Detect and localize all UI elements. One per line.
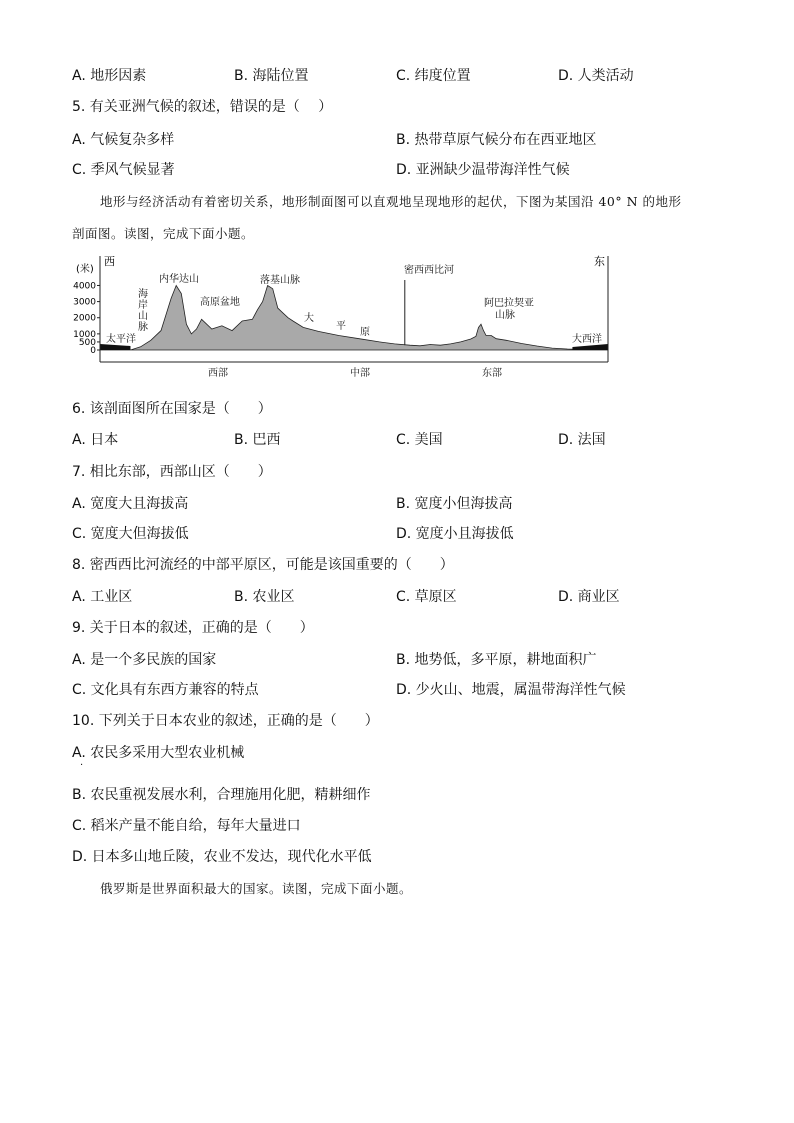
region-east-label: 东部 <box>482 368 502 379</box>
passage2: 俄罗斯是世界面积最大的国家。读图，完成下面小题。 <box>100 881 413 896</box>
terrain-area <box>100 286 608 351</box>
q7-option-a[interactable]: A. 宽度大且海拔高 <box>72 496 189 512</box>
q9-option-c[interactable]: C. 文化具有东西方兼容的特点 <box>72 682 259 698</box>
stray-dot: · <box>80 760 84 771</box>
q6-stem: 6. 该剖面图所在国家是（ ） <box>72 401 272 417</box>
q4-option-d[interactable]: D. 人类活动 <box>558 68 634 84</box>
plains-label-2: 平 <box>336 321 346 332</box>
appalachian-label-1: 阿巴拉契亚 <box>484 298 534 309</box>
nevada-label: 内华达山 <box>159 274 199 285</box>
coast-range-label-2: 岸 <box>138 300 148 311</box>
terrain-profile-chart <box>72 252 612 380</box>
q7-stem: 7. 相比东部，西部山区（ ） <box>72 464 272 480</box>
q5-stem: 5. 有关亚洲气候的叙述，错误的是（ ） <box>72 99 333 115</box>
atlantic-label: 大西洋 <box>572 334 602 345</box>
q7-option-b[interactable]: B. 宽度小但海拔高 <box>396 496 513 512</box>
q9-stem: 9. 关于日本的叙述，正确的是（ ） <box>72 620 314 636</box>
q5-option-d[interactable]: D. 亚洲缺少温带海洋性气候 <box>396 162 570 178</box>
q5-option-c[interactable]: C. 季风气候显著 <box>72 162 175 178</box>
pacific-label: 太平洋 <box>106 334 136 345</box>
q7-option-c[interactable]: C. 宽度大但海拔低 <box>72 526 189 542</box>
passage1-line1: 地形与经济活动有着密切关系，地形制面图可以直观地呈现地形的起伏，下图为某国沿 40° N 的地形 <box>100 194 682 209</box>
q8-option-a[interactable]: A. 工业区 <box>72 589 133 605</box>
plains-label-3: 原 <box>360 327 370 338</box>
y-tick-label-4000: 4000 <box>73 281 96 292</box>
mississippi-label: 密西西比河 <box>404 265 454 276</box>
q10-option-b[interactable]: B. 农民重视发展水利，合理施用化肥，精耕细作 <box>72 787 371 803</box>
q6-option-c[interactable]: C. 美国 <box>396 432 443 448</box>
passage1-line2: 剖面图。读图，完成下面小题。 <box>72 226 255 241</box>
basin-label: 高原盆地 <box>200 297 240 308</box>
y-unit-label: (米) <box>76 264 94 275</box>
q6-option-d[interactable]: D. 法国 <box>558 432 606 448</box>
plains-label-1: 大 <box>304 313 314 324</box>
q6-option-b[interactable]: B. 巴西 <box>234 432 281 448</box>
q7-option-d[interactable]: D. 宽度小且海拔低 <box>396 526 514 542</box>
q6-option-a[interactable]: A. 日本 <box>72 432 119 448</box>
q10-option-a[interactable]: A. 农民多采用大型农业机械 <box>72 745 245 761</box>
coast-range-label-1: 海 <box>138 289 148 300</box>
y-tick-label-3000: 3000 <box>73 297 96 308</box>
y-tick-label-2000: 2000 <box>73 313 96 324</box>
q10-option-d[interactable]: D. 日本多山地丘陵，农业不发达，现代化水平低 <box>72 849 372 865</box>
coast-range-label-4: 脉 <box>138 322 148 333</box>
q8-stem: 8. 密西西比河流经的中部平原区，可能是该国重要的（ ） <box>72 557 454 573</box>
q4-option-b[interactable]: B. 海陆位置 <box>234 68 309 84</box>
q9-option-b[interactable]: B. 地势低，多平原，耕地面积广 <box>396 652 597 668</box>
region-central-label: 中部 <box>350 368 370 379</box>
q10-option-c[interactable]: C. 稻米产量不能自给，每年大量进口 <box>72 818 301 834</box>
q8-option-b[interactable]: B. 农业区 <box>234 589 295 605</box>
q9-option-d[interactable]: D. 少火山、地震，属温带海洋性气候 <box>396 682 626 698</box>
q4-option-a[interactable]: A. 地形因素 <box>72 68 147 84</box>
y-tick-label-1000: 1000 <box>73 329 96 340</box>
coast-range-label-3: 山 <box>138 311 148 322</box>
y-tick-label-500: 500 <box>78 337 96 348</box>
west-label: 西 <box>104 255 115 268</box>
q5-option-a[interactable]: A. 气候复杂多样 <box>72 132 175 148</box>
region-west-label: 西部 <box>208 368 228 379</box>
q8-option-c[interactable]: C. 草原区 <box>396 589 457 605</box>
y-axis <box>73 281 100 356</box>
y-tick-label-0: 0 <box>90 346 96 356</box>
q9-option-a[interactable]: A. 是一个多民族的国家 <box>72 652 217 668</box>
q8-option-d[interactable]: D. 商业区 <box>558 589 620 605</box>
rockies-label: 落基山脉 <box>260 275 300 286</box>
q4-option-c[interactable]: C. 纬度位置 <box>396 68 471 84</box>
east-label: 东 <box>594 255 605 268</box>
q10-stem: 10. 下列关于日本农业的叙述，正确的是（ ） <box>72 713 379 729</box>
appalachian-label-2: 山脉 <box>495 310 515 321</box>
q5-option-b[interactable]: B. 热带草原气候分布在西亚地区 <box>396 132 597 148</box>
